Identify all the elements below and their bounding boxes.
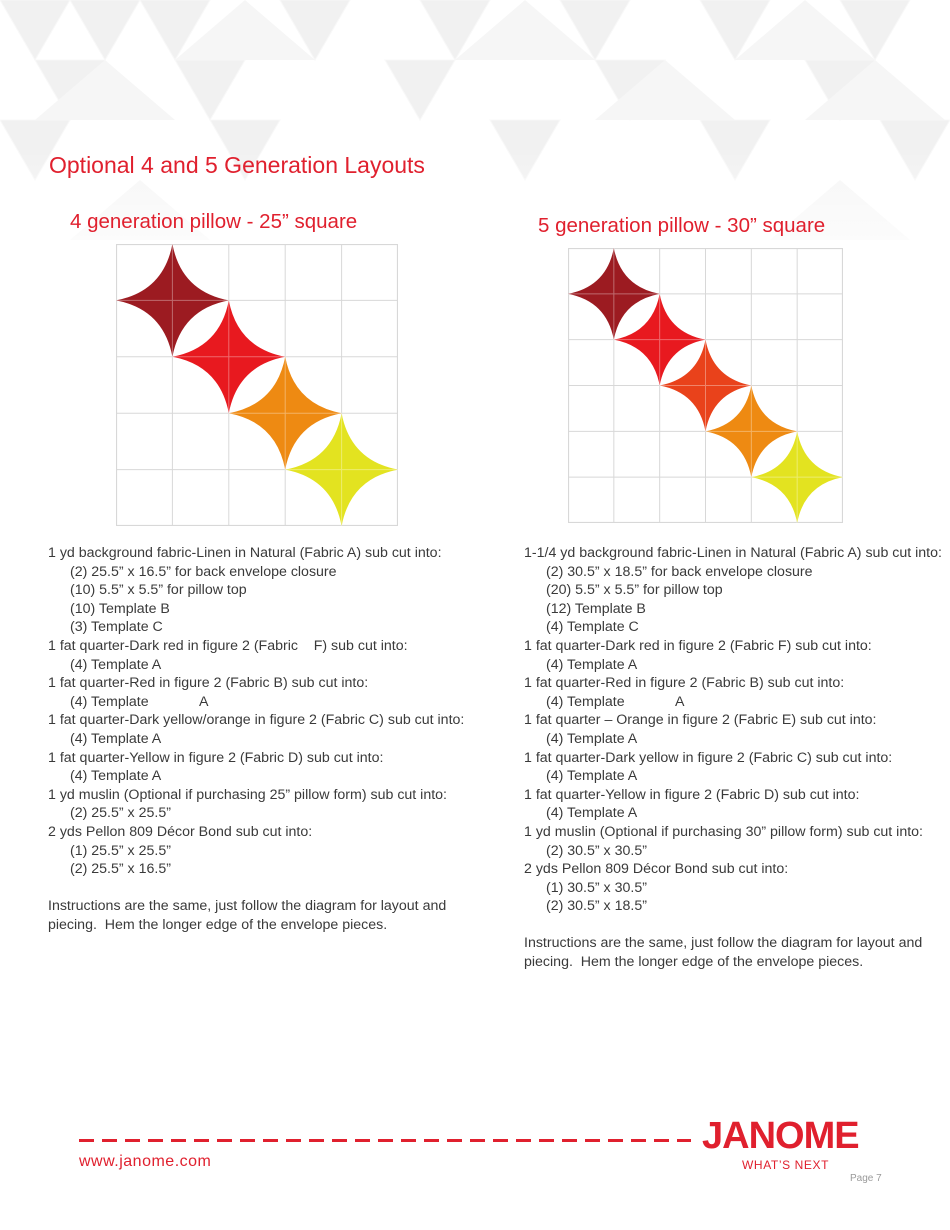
5-generation-layout-diagram <box>568 248 843 523</box>
materials-line: Instructions are the same, just follow the diagram for layout and piecing. Hem the longer edge of the envelope pieces. <box>524 935 927 971</box>
materials-line: 1 fat quarter-Yellow in figure 2 (Fabric D) sub cut into: <box>48 749 384 766</box>
materials-line: (4) Template A <box>70 693 209 710</box>
materials-line: (2) 30.5” x 18.5” for back envelope closure <box>546 563 813 580</box>
heading-5-generation: 5 generation pillow - 30” square <box>538 214 826 237</box>
materials-line: 1 fat quarter-Red in figure 2 (Fabric B) sub cut into: <box>524 675 845 692</box>
4-generation-layout-diagram <box>116 244 398 526</box>
materials-line: (4) Template A <box>70 730 162 747</box>
materials-line: (2) 30.5” x 18.5” <box>546 898 647 915</box>
materials-line: (4) Template A <box>70 656 162 673</box>
materials-line: Instructions are the same, just follow the diagram for layout and piecing. Hem the longer edge of the envelope pieces. <box>48 898 451 933</box>
materials-line: 1 yd muslin (Optional if purchasing 25” pillow form) sub cut into: <box>48 786 448 803</box>
materials-line: (4) Template A <box>70 768 162 785</box>
materials-line: (4) Template A <box>546 656 638 673</box>
materials-line: 1 fat quarter-Dark yellow in figure 2 (Fabric C) sub cut into: <box>524 749 893 766</box>
materials-list-4-generation <box>48 544 478 934</box>
materials-line: 1 fat quarter-Dark red in figure 2 (Fabric F) sub cut into: <box>48 637 408 654</box>
website-link[interactable]: www.janome.com <box>79 1153 212 1170</box>
materials-line: 2 yds Pellon 809 Décor Bond sub cut into: <box>48 823 313 840</box>
materials-line: (4) Template A <box>546 768 638 785</box>
heading-4-generation: 4 generation pillow - 25” square <box>70 210 358 233</box>
materials-line: 1 fat quarter-Red in figure 2 (Fabric B) sub cut into: <box>48 675 369 692</box>
materials-line: (1) 25.5” x 25.5” <box>70 842 171 859</box>
brand-tagline: WHAT’S NEXT <box>742 1158 830 1172</box>
materials-line: (2) 25.5” x 25.5” <box>70 805 171 822</box>
materials-line: 2 yds Pellon 809 Décor Bond sub cut into: <box>524 861 789 878</box>
janome-logo: JANOME <box>702 1115 859 1157</box>
list-spacer <box>524 916 950 935</box>
materials-line: 1 yd muslin (Optional if purchasing 30” pillow form) sub cut into: <box>524 823 924 840</box>
materials-line: (10) 5.5” x 5.5” for pillow top <box>70 582 247 599</box>
materials-line: (4) Template A <box>546 730 638 747</box>
materials-line: 1-1/4 yd background fabric-Linen in Natural (Fabric A) sub cut into: <box>524 545 942 561</box>
materials-line: 1 fat quarter-Yellow in figure 2 (Fabric D) sub cut into: <box>524 786 860 803</box>
materials-line: (12) Template B <box>546 600 646 617</box>
list-spacer <box>48 879 478 898</box>
materials-line: (10) Template B <box>70 600 170 617</box>
materials-line: (2) 25.5” x 16.5” <box>70 861 171 878</box>
page-title: Optional 4 and 5 Generation Layouts <box>49 152 425 178</box>
materials-line: (4) Template A <box>546 805 638 822</box>
materials-line: (4) Template C <box>546 619 639 636</box>
materials-line: (3) Template C <box>70 619 163 636</box>
materials-line: (1) 30.5” x 30.5” <box>546 879 647 896</box>
materials-line: 1 fat quarter – Orange in figure 2 (Fabric E) sub cut into: <box>524 712 877 729</box>
materials-line: 1 yd background fabric-Linen in Natural (Fabric A) sub cut into: <box>48 545 442 561</box>
footer-dashed-line <box>79 1139 691 1142</box>
materials-list-5-generation <box>524 544 950 972</box>
materials-line: 1 fat quarter-Dark red in figure 2 (Fabric F) sub cut into: <box>524 637 872 654</box>
materials-line: (2) 30.5” x 30.5” <box>546 842 647 859</box>
materials-line: (4) Template A <box>546 693 685 710</box>
materials-line: (2) 25.5” x 16.5” for back envelope closure <box>70 563 337 580</box>
page-number: Page 7 <box>850 1173 882 1184</box>
materials-line: 1 fat quarter-Dark yellow/orange in figure 2 (Fabric C) sub cut into: <box>48 712 465 729</box>
materials-line: (20) 5.5” x 5.5” for pillow top <box>546 582 723 599</box>
